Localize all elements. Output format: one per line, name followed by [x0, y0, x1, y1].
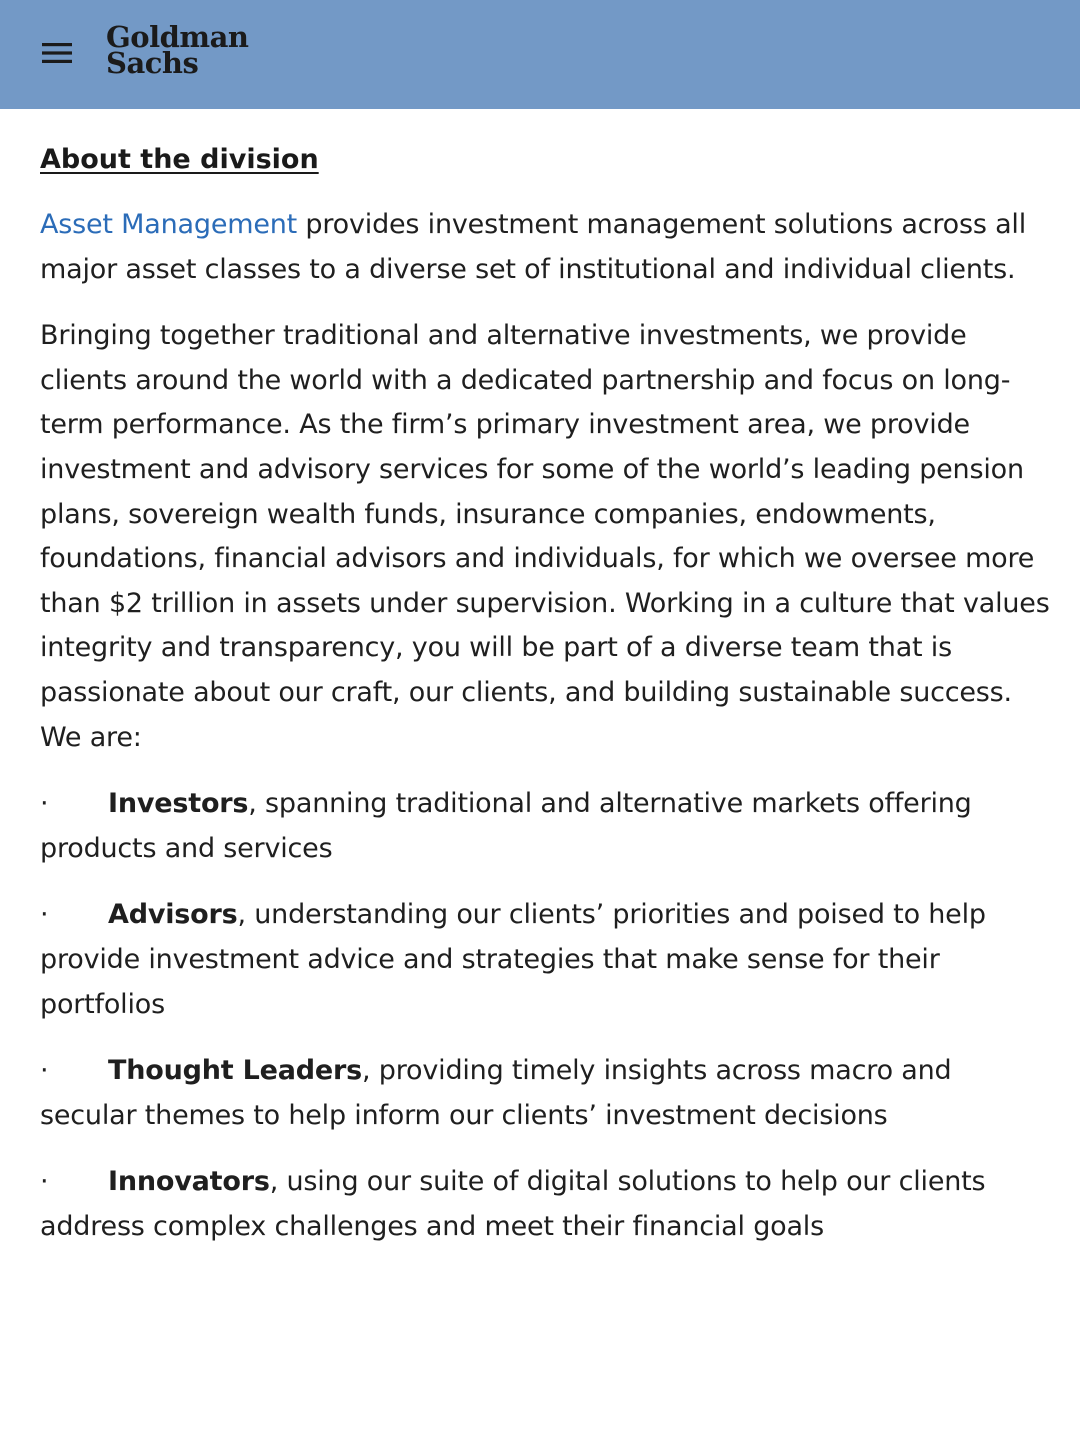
section-heading: About the division	[40, 144, 319, 175]
bullet-item-investors	[40, 782, 1050, 871]
intro-paragraph	[40, 203, 1050, 292]
intro-text: provides investment management solutions across all major asset classes to a diverse set of institutional and individual clients.	[40, 209, 1027, 285]
bullet-item-thought-leaders	[40, 1049, 1050, 1138]
bullet-text: , spanning traditional and alternative markets offering products and services	[40, 788, 972, 864]
logo-line-2: Sachs	[106, 46, 199, 80]
bullet-marker: ·	[40, 1166, 49, 1198]
division-content	[40, 140, 1050, 1249]
bullet-marker: ·	[40, 899, 49, 931]
goldman-sachs-logo[interactable]	[106, 20, 249, 80]
hamburger-menu-icon	[42, 42, 72, 64]
logo-line-1: Goldman	[106, 20, 249, 54]
bullet-marker: ·	[40, 788, 49, 820]
bullet-item-innovators	[40, 1160, 1050, 1249]
menu-button[interactable]	[34, 30, 82, 74]
asset-management-link[interactable]: Asset Management	[40, 209, 298, 240]
top-header	[0, 0, 1080, 109]
bullet-term: Investors	[108, 788, 249, 820]
bullet-item-advisors	[40, 893, 1050, 1027]
bullet-text: , understanding our clients’ priorities and poised to help provide investment advice and strategies that make sense for their portfolios	[40, 899, 986, 1020]
bullet-text: , providing timely insights across macro and secular themes to help inform our clients’ investment decisions	[40, 1055, 952, 1131]
bullet-marker: ·	[40, 1055, 49, 1087]
bullet-text: , using our suite of digital solutions to help our clients address complex challenges and meet their financial goals	[40, 1166, 986, 1242]
bullet-term: Advisors	[108, 899, 238, 931]
bullet-term: Innovators	[108, 1166, 270, 1198]
bullet-term: Thought Leaders	[108, 1055, 363, 1087]
body-paragraph: Bringing together traditional and alternative investments, we provide clients around the world with a dedicated partnership and focus on long-term performance. As the firm’s primary investment area, we provide investment and advisory services for some of the world’s leading pension plans, sovereign wealth funds, insurance companies, endowments, foundations, financial advisors and individuals, for which we oversee more than $2 trillion in assets under supervision. Working in a culture that values integrity and transparency, you will be part of a diverse team that is passionate about our craft, our clients, and building sustainable success. We are:	[40, 320, 1050, 753]
